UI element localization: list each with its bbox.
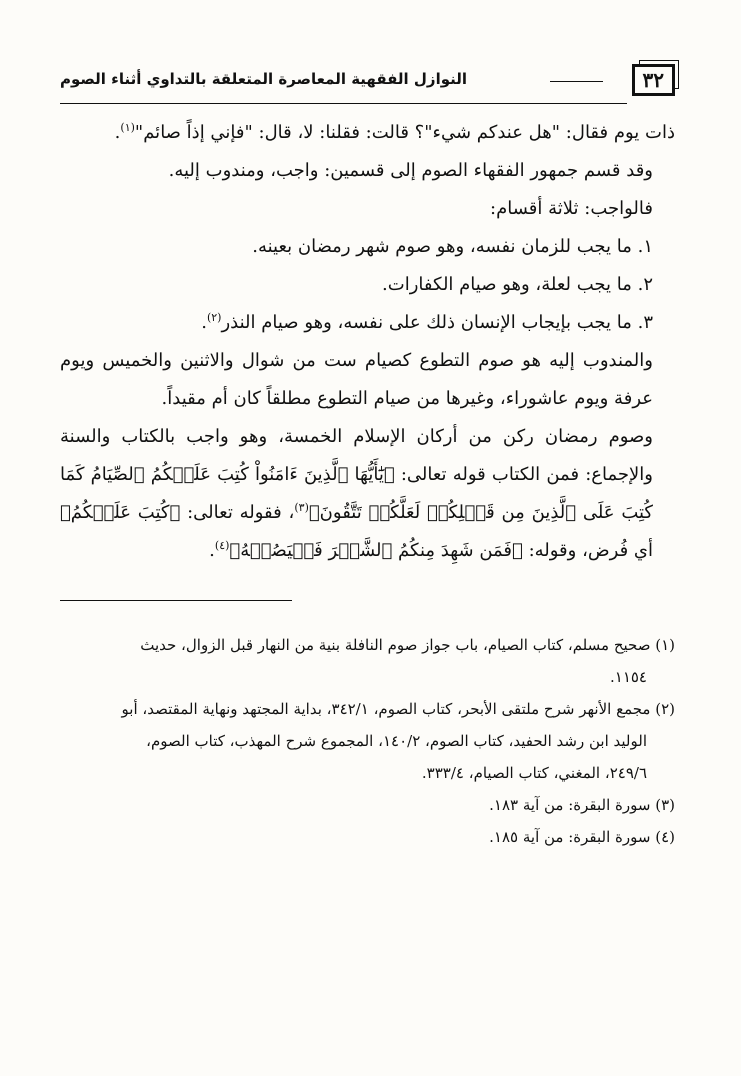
header-underline bbox=[60, 103, 627, 104]
running-title: النوازل الفقهية المعاصرة المتعلقة بالتداوي أثناء الصوم bbox=[60, 70, 468, 88]
footnote-ref-1: (١) bbox=[120, 121, 135, 134]
footnote-3: (٣) سورة البقرة: من آية ١٨٣. bbox=[489, 796, 675, 814]
quran-verse-3: ﴿فَمَن شَهِدَ مِنكُمُ ٱلشَّهۡرَ فَلۡيَصُمۡهُ﴾ bbox=[229, 540, 523, 561]
paragraph-4: والمندوب إليه هو صوم التطوع كصيام ست من شوال والاثنين والخميس ويوم عرفة ويوم عاشوراء، وغيرها من صيام التطوع مطلقاً كان أم مقيداً. bbox=[60, 350, 653, 409]
footnote-2-line-3: ٢٤٩/٦، المغني، كتاب الصيام، ٣٣٣/٤. bbox=[421, 764, 647, 782]
list-item-1: ١. ما يجب للزمان نفسه، وهو صوم شهر رمضان بعينه. bbox=[252, 236, 653, 257]
main-text bbox=[60, 114, 675, 570]
list-item-3: ٣. ما يجب بإيجاب الإنسان ذلك على نفسه، وهو صيام النذر$^{(٢)}$. bbox=[201, 311, 653, 333]
header-rule bbox=[550, 81, 603, 82]
book-page bbox=[60, 58, 675, 853]
paragraph-2: وقد قسم جمهور الفقهاء الصوم إلى قسمين: واجب، ومندوب إليه. bbox=[168, 160, 653, 181]
footnote-ref-4: (٤) bbox=[214, 539, 230, 552]
footnote-separator bbox=[60, 600, 292, 601]
paragraph-3: فالواجب: ثلاثة أقسام: bbox=[490, 198, 653, 219]
paragraph-1-text: ذات يوم فقال: "هل عندكم شيء"؟ قالت: فقلنا: لا، قال: "فإني إذاً صائم" bbox=[134, 122, 675, 143]
paragraph-5 bbox=[60, 418, 675, 570]
list-item-3-text: ٣. ما يجب بإيجاب الإنسان ذلك على نفسه، وهو صيام النذر bbox=[221, 312, 653, 333]
footnote-ref-3: (٣) bbox=[294, 501, 309, 514]
quran-verse-2: ﴿كُتِبَ عَلَيۡكُمُ﴾ bbox=[60, 502, 181, 523]
footnote-1-line-2: ١١٥٤. bbox=[609, 668, 647, 686]
paragraph-5-text-c: أي فُرض، وقوله: bbox=[528, 540, 653, 561]
footnote-1-line-1: (١) صحيح مسلم، كتاب الصيام، باب جواز صوم النافلة بنية من النهار قبل الزوال، حديث bbox=[140, 636, 675, 654]
list-item-2: ٢. ما يجب لعلة، وهو صيام الكفارات. bbox=[382, 274, 653, 295]
page-header bbox=[60, 58, 675, 102]
paragraph-1: ذات يوم فقال: "هل عندكم شيء"؟ قالت: فقلنا: لا، قال: "فإني إذاً صائم"$^{(١)}$. bbox=[114, 121, 675, 143]
footnote-ref-2: (٢) bbox=[206, 311, 222, 324]
quran-verse-1: ﴿يَٰٓأَيُّهَا ٱلَّذِينَ ءَامَنُواْ كُتِبَ عَلَيۡكُمُ ٱلصِّيَامُ كَمَا كُتِبَ عَلَى ٱلَّذِينَ مِن قَبۡلِكُمۡ لَعَلَّكُمۡ تَتَّقُونَ﴾ bbox=[60, 464, 653, 523]
footnote-4: (٤) سورة البقرة: من آية ١٨٥. bbox=[489, 828, 675, 846]
footnote-2-line-2: الوليد ابن رشد الحفيد، كتاب الصوم، ١٤٠/٢، المجموع شرح المهذب، كتاب الصوم، bbox=[146, 732, 647, 750]
paragraph-5-end: . bbox=[209, 540, 215, 561]
page-number: ٣٢ bbox=[632, 64, 675, 96]
footnotes bbox=[60, 629, 675, 853]
footnote-2-line-1: (٢) مجمع الأنهر شرح ملتقى الأبحر، كتاب الصوم، ٣٤٢/١، بداية المجتهد ونهاية المقتصد، أبو bbox=[121, 700, 675, 718]
paragraph-5-text-a: وصوم رمضان ركن من أركان الإسلام الخمسة، وهو واجب بالكتاب والسنة والإجماع: فمن الكتاب قوله تعالى: bbox=[60, 426, 653, 485]
paragraph-5-text-b: ، فقوله تعالى: bbox=[187, 502, 295, 523]
